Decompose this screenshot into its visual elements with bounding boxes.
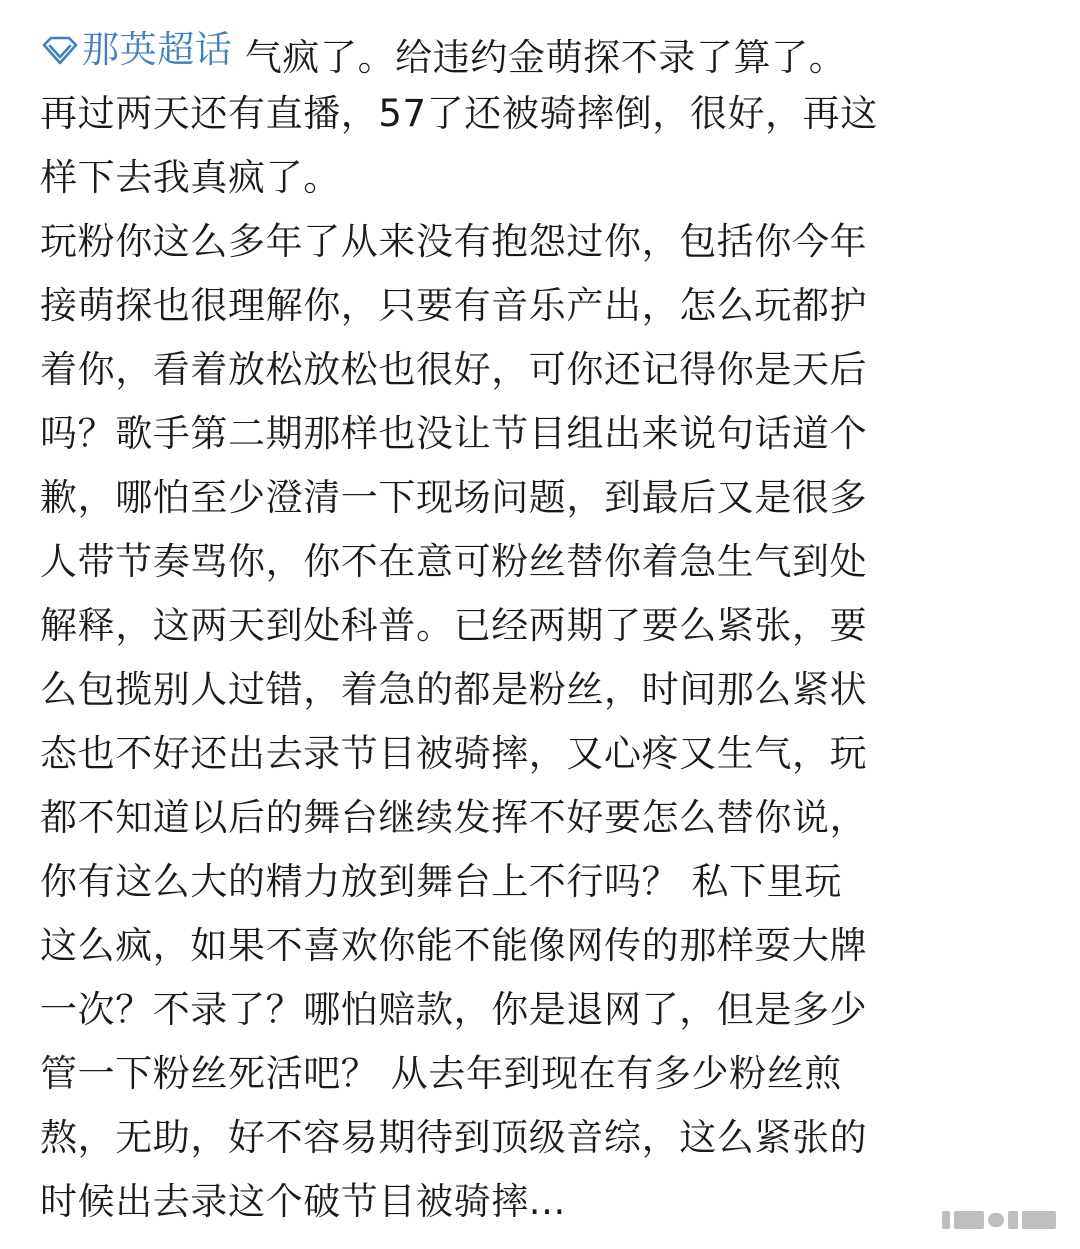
- topic-link[interactable]: [40, 18, 232, 82]
- topic-label: 那英超话: [82, 28, 233, 71]
- watermark-glyph: [1022, 1211, 1056, 1229]
- post-line: 吗？歌手第二期那样也没让节目组出来说句话道个: [40, 412, 868, 455]
- post-line: 都不知道以后的舞台继续发挥不好要怎么替你说，: [40, 796, 868, 839]
- post-line: 人带节奏骂你，你不在意可粉丝替你着急生气到处: [40, 540, 868, 583]
- post-line: 熬，无助，好不容易期待到顶级音综，这么紧张的: [40, 1116, 868, 1159]
- watermark: [942, 1211, 1056, 1229]
- post-line: 解释，这两天到处科普。已经两期了要么紧张，要: [40, 604, 868, 647]
- post-line: 态也不好还出去录节目被骑摔，又心疼又生气，玩: [40, 732, 868, 775]
- diamond-icon: [40, 30, 80, 70]
- post-text-segment: 气疯了。给违约金萌探不录了算了。: [232, 36, 847, 79]
- post-line-1: [40, 18, 1050, 82]
- post-line: 样下去我真疯了。: [40, 156, 341, 199]
- post-line: 你有这么大的精力放到舞台上不行吗？ 私下里玩: [40, 860, 842, 903]
- post-line: 接萌探也很理解你，只要有音乐产出，怎么玩都护: [40, 284, 868, 327]
- watermark-glyph: [954, 1211, 984, 1229]
- watermark-glyph: [1008, 1211, 1018, 1229]
- post-line: 玩粉你这么多年了从来没有抱怨过你，包括你今年: [40, 220, 868, 263]
- post-line: 管一下粉丝死活吧？ 从去年到现在有多少粉丝煎: [40, 1052, 842, 1095]
- post-line: 么包揽别人过错，着急的都是粉丝，时间那么紧状: [40, 668, 868, 711]
- post-line: 再过两天还有直播，57了还被骑摔倒，很好，再这: [40, 92, 878, 135]
- post-line: 歉，哪怕至少澄清一下现场问题，到最后又是很多: [40, 476, 868, 519]
- post-line: 时候出去录这个破节目被骑摔...: [40, 1180, 566, 1223]
- post-line: 一次？不录了？哪怕赔款，你是退网了，但是多少: [40, 988, 868, 1031]
- post-line: 这么疯，如果不喜欢你能不能像网传的那样耍大牌: [40, 924, 868, 967]
- post-line: 着你，看着放松放松也很好，可你还记得你是天后: [40, 348, 868, 391]
- watermark-glyph: [988, 1213, 1004, 1227]
- watermark-glyph: [942, 1211, 950, 1229]
